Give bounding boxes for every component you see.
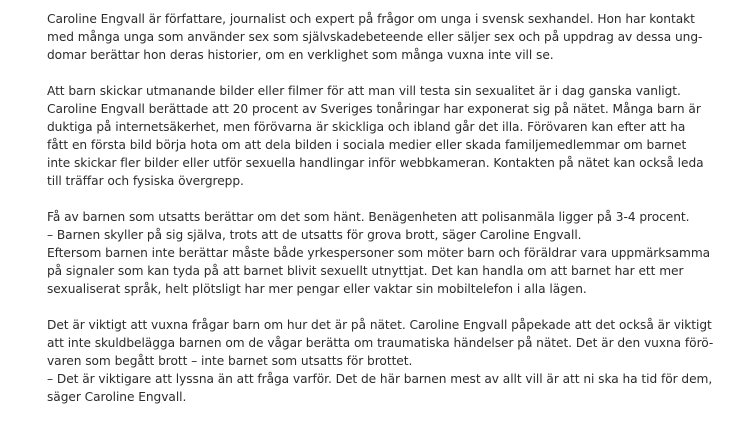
text-line: fått en första bild börja hota om att dela bilden i sociala medier eller skada familjemedlemmar om barnet [47,138,687,152]
text-line: varen som begått brott – inte barnet som utsatts för brottet. [47,354,413,368]
text-line: domar berättar hon deras historier, om en verklighet som många vuxna inte vill se. [47,48,554,62]
paragraph-intro [47,10,737,64]
text-line: Få av barnen som utsatts berättar om det som hänt. Benägenheten att polisanmäla ligger på 3-4 procent. [47,210,690,224]
text-line: Det är viktigt att vuxna frågar barn om hur det är på nätet. Caroline Engvall påpekade att det också är viktigt [47,318,712,332]
text-line: sexualiserat språk, helt plötsligt har mer pengar eller vaktar sin mobiltelefon i alla lägen. [47,282,587,296]
text-line: till träffar och fysiska övergrepp. [47,174,244,188]
text-line: Att barn skickar utmanande bilder eller filmer för att man vill testa sin sexualitet är i dag ganska vanligt. [47,84,681,98]
text-line: – Det är viktigare att lyssna än att fråga varför. Det de här barnen mest av allt vill är att ni ska ha tid för dem, [47,372,713,386]
text-line: Caroline Engvall är författare, journalist och expert på frågor om unga i svensk sexhandel. Hon har kontakt [47,12,695,26]
paragraph-advice [47,316,737,406]
text-line: att inte skuldbelägga barnen om de vågar berätta om traumatiska händelser på nätet. Det är den vuxna förö- [47,336,714,350]
paragraph-reporting [47,208,737,298]
text-line: inte skickar fler bilder eller utför sexuella handlingar inför webbkameran. Kontakten på nätet kan också leda [47,156,704,170]
paragraph-images [47,82,737,190]
text-line: Eftersom barnen inte berättar måste både yrkespersoner som möter barn och föräldrar vara uppmärksamma [47,246,711,260]
article-body [47,10,737,424]
text-line: med många unga som använder sex som självskadebeteende eller säljer sex och på uppdrag av dessa ung- [47,30,703,44]
text-line: duktiga på internetsäkerhet, men förövarna är skickliga och ibland går det illa. Förövaren kan efter att ha [47,120,686,134]
text-line: säger Caroline Engvall. [47,390,187,404]
text-line: – Barnen skyller på sig själva, trots att de utsatts för grova brott, säger Caroline Engvall. [47,228,582,242]
text-line: på signaler som kan tyda på att barnet blivit sexuellt utnyttjat. Det kan handla om att barnet har ett mer [47,264,684,278]
text-line: Caroline Engvall berättade att 20 procent av Sveriges tonåringar har exponerat sig på nätet. Många barn är [47,102,701,116]
